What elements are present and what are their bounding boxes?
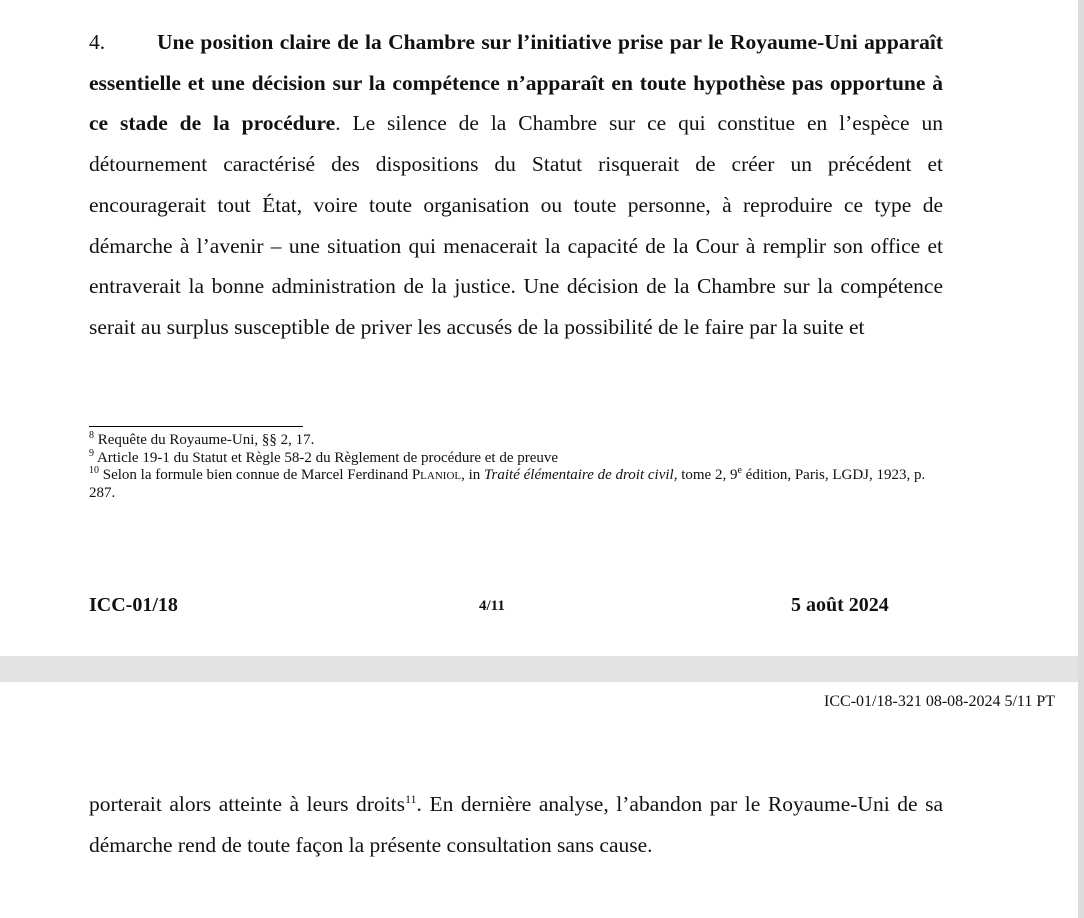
viewer-scrollbar-track — [1078, 0, 1084, 918]
footnote-text: Requête du Royaume-Uni, §§ 2, 17. — [97, 432, 315, 448]
footnote-edition-sup: e — [737, 465, 742, 477]
footnote-number: 10 — [89, 465, 99, 477]
footnote-text: Selon la formule bien connue de Marcel Ferdinand — [102, 467, 412, 484]
footnote-8 — [89, 432, 949, 450]
paragraph-continuation — [89, 784, 943, 865]
footer-case-number: ICC-01/18 — [89, 594, 178, 616]
footnote-9 — [89, 447, 949, 468]
document-stamp: ICC-01/18-321 08-08-2024 5/11 PT — [824, 693, 1055, 710]
footnotes — [89, 432, 949, 502]
paragraph-body: porterait alors atteinte à leurs droits — [89, 792, 405, 816]
footnote-number: 9 — [89, 447, 94, 459]
document-page-5 — [0, 682, 1078, 918]
paragraph-body: . En dernière analyse, l’abandon par le Royaume-Uni de sa démarche rend de toute façon la présente consultation sans cause. — [89, 792, 943, 857]
footnote-number: 8 — [89, 430, 94, 441]
footnote-text: Article 19-1 du Statut et Règle 58-2 du Règlement de procédure et de preuve — [96, 449, 559, 466]
footnote-text: édition, Paris, LGDJ, 1923, p. 287. — [89, 467, 926, 501]
footnote-reference: 11 — [404, 791, 417, 806]
paragraph-number: 4. — [89, 30, 106, 54]
footnote-text: , in — [461, 467, 485, 484]
footer-date: 5 août 2024 — [791, 594, 889, 616]
paragraph-4 — [89, 22, 943, 348]
footnote-10 — [89, 467, 949, 502]
footnote-author: Planiol — [411, 467, 462, 484]
paragraph-body: . Le silence de la Chambre sur ce qui constitue en l’espèce un détournement caractérisé des dispositions du Statut risquerait de créer un précédent et encouragerait tout État, voire toute organisation ou toute personne, à reproduire ce type de démarche à l’avenir – une situation qui menacerait la capacité de la Cour à remplir son office et entraverait la bonne administration de la justice. Une décision de la Chambre sur la compétence serait au surplus susceptible de priver les accusés de la possibilité de le faire par la suite et — [89, 111, 943, 339]
footnote-text: , tome 2, 9 — [673, 467, 738, 484]
footnote-separator — [89, 426, 303, 427]
paragraph-bold-lead: Une position claire de la Chambre sur l’initiative prise par le Royaume-Uni apparaît essentielle et une décision sur la compétence n’apparaît en toute hypothèse pas opportune à ce stade de la procédure — [89, 30, 943, 136]
footnote-book-title: Traité élémentaire de droit civil — [484, 467, 674, 484]
footer-page-number: 4/11 — [479, 598, 505, 614]
